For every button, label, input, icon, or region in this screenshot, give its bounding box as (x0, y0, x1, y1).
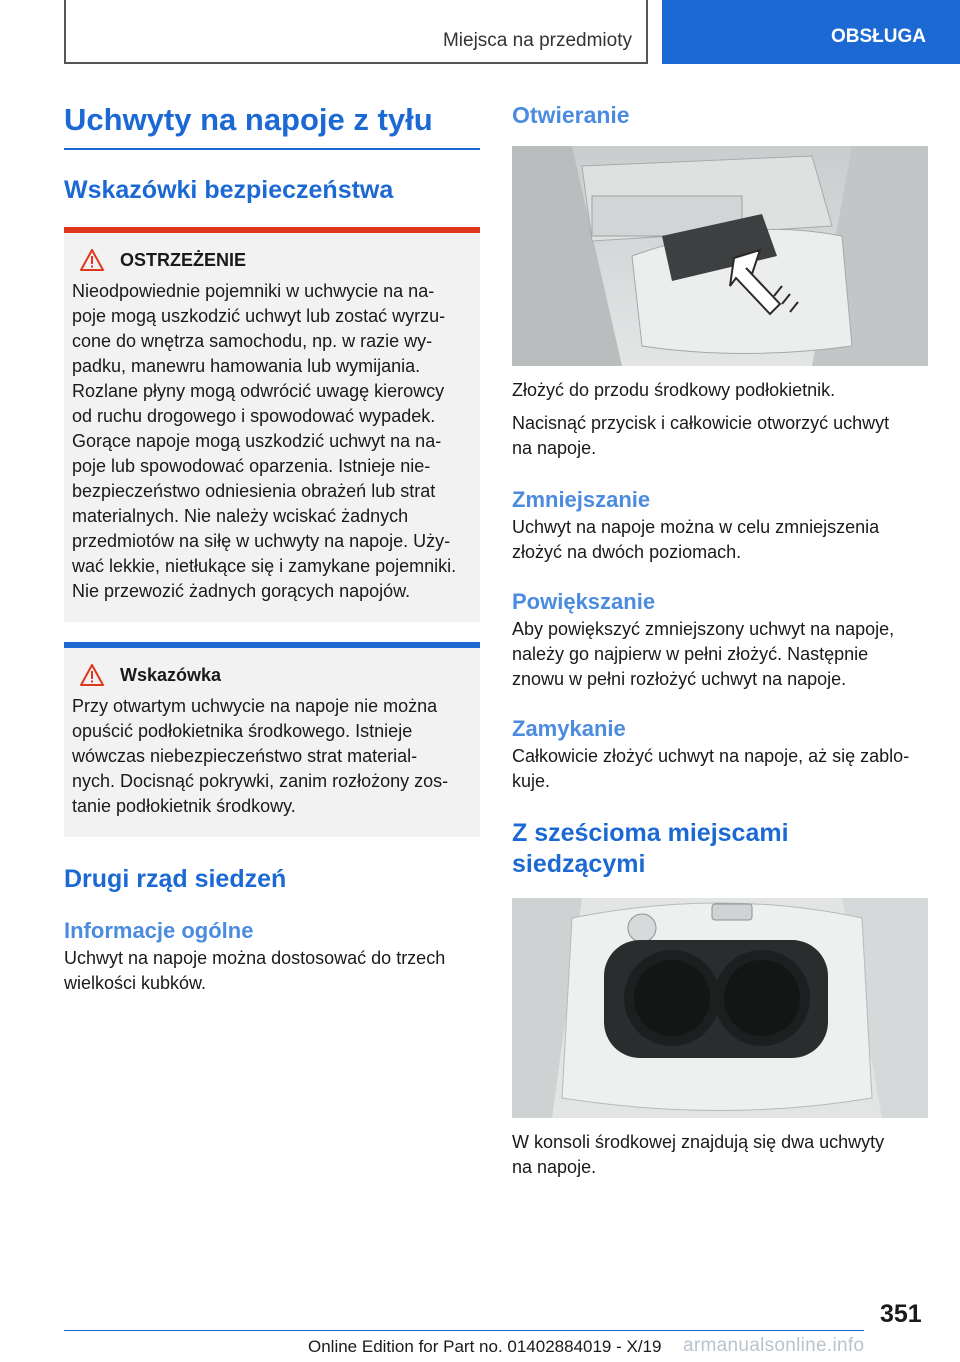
header-chapter-label: OBSŁUGA (831, 26, 926, 47)
warning-title: OSTRZEŻENIE (120, 249, 247, 270)
opening-step-1: Złożyć do przodu środkowy podłokietnik. (512, 380, 836, 400)
text-line: znowu w pełni rozłożyć uchwyt na napoje. (512, 669, 847, 689)
text-line: opuścić podłokietnika środkowego. Istnieje (72, 721, 413, 741)
footer-edition: Online Edition for Part no. 01402884019 - X/19 (308, 1337, 662, 1356)
armrest-illustration (512, 146, 928, 366)
cupholder-illustration (512, 898, 928, 1118)
general-heading: Informacje ogólne (64, 918, 254, 943)
text-line: przedmiotów na siłę w uchwyty na napoje. Uży- (72, 531, 451, 551)
warning-triangle-icon (80, 664, 104, 686)
text-line: Gorące napoje mogą uszkodzić uchwyt na na- (72, 431, 442, 451)
page-title: Uchwyty na napoje z tyłu (64, 102, 480, 150)
reduce-heading: Zmniejszanie (512, 487, 651, 512)
text-line: Rozlane płyny mogą odwrócić uwagę kierowcy (72, 381, 445, 401)
warning-text (72, 279, 472, 604)
note-title: Wskazówka (120, 664, 222, 685)
text-line: Przy otwartym uchwycie na napoje nie można (72, 696, 438, 716)
armrest-photo (512, 146, 928, 366)
text-line: na napoje. (512, 1157, 597, 1177)
opening-heading: Otwieranie (512, 102, 630, 128)
text-line: Całkowicie złożyć uchwyt na napoje, aż się zablo- (512, 746, 910, 766)
text-line: Aby powiększyć zmniejszony uchwyt na napoje, (512, 619, 895, 639)
text-line: na napoje. (512, 438, 597, 458)
second-row-heading: Drugi rząd siedzeń (64, 865, 287, 893)
text-line: wać lekkie, nietłukące się i zamykane pojemniki. (72, 556, 457, 576)
text-line: złożyć na dwóch poziomach. (512, 542, 742, 562)
text-line: wielkości kubków. (64, 973, 207, 993)
header-section-title: Miejsca na przedmioty (442, 30, 632, 51)
safety-heading: Wskazówki bezpieczeństwa (64, 176, 394, 204)
text-line: materialnych. Nie należy wciskać żadnych (72, 506, 409, 526)
close-text (512, 744, 928, 794)
reduce-text (512, 515, 928, 565)
text-line: wówczas niebezpieczeństwo strat material- (72, 746, 418, 766)
text-line: Uchwyt na napoje można dostosować do trzech (64, 948, 446, 968)
enlarge-text (512, 617, 928, 692)
six-seat-text (512, 1130, 928, 1180)
general-text (64, 946, 480, 996)
text-line: od ruchu drogowego i spowodować wypadek. (72, 406, 436, 426)
footer-watermark: armanualsonline.info (683, 1335, 865, 1356)
left-column (64, 102, 480, 996)
text-line: Nacisnąć przycisk i całkowicie otworzyć uchwyt (512, 413, 890, 433)
close-heading: Zamykanie (512, 716, 626, 741)
note-text (72, 694, 472, 819)
header-section-box (64, 0, 648, 64)
enlarge-heading: Powiększanie (512, 589, 656, 614)
text-line: padku, manewru hamowania lub wymijania. (72, 356, 421, 376)
text-line: Uchwyt na napoje można w celu zmniejszenia (512, 517, 880, 537)
warning-box (64, 227, 480, 622)
text-line: należy go najpierw w pełni złożyć. Następnie (512, 644, 869, 664)
footer-divider (64, 1330, 864, 1331)
warning-triangle-icon (80, 249, 104, 271)
six-seat-heading (512, 818, 928, 880)
note-box (64, 642, 480, 837)
text-line: Nie przewozić żadnych gorących napojów. (72, 581, 411, 601)
text-line: cone do wnętrza samochodu, np. w razie wy- (72, 331, 433, 351)
opening-step-2 (512, 411, 928, 461)
header-chapter-tab (662, 0, 960, 64)
cupholder-photo (512, 898, 928, 1118)
text-line: poje mogą uszkodzić uchwyt lub zostać wyrzu- (72, 306, 446, 326)
text-line: W konsoli środkowej znajdują się dwa uchwyty (512, 1132, 885, 1152)
right-column (512, 102, 928, 1180)
page-number: 351 (880, 1300, 922, 1328)
text-line: Nieodpowiednie pojemniki w uchwycie na na- (72, 281, 435, 301)
text-line: nych. Docisnąć pokrywki, zanim rozłożony zos- (72, 771, 449, 791)
six-seat-heading-line: Z sześcioma miejscami (512, 819, 789, 847)
text-line: poje lub spowodować oparzenia. Istnieje nie- (72, 456, 431, 476)
text-line: tanie podłokietnik środkowy. (72, 796, 296, 816)
text-line: bezpieczeństwo odniesienia obrażeń lub strat (72, 481, 436, 501)
text-line: kuje. (512, 771, 551, 791)
six-seat-heading-line: siedzącymi (512, 850, 646, 878)
